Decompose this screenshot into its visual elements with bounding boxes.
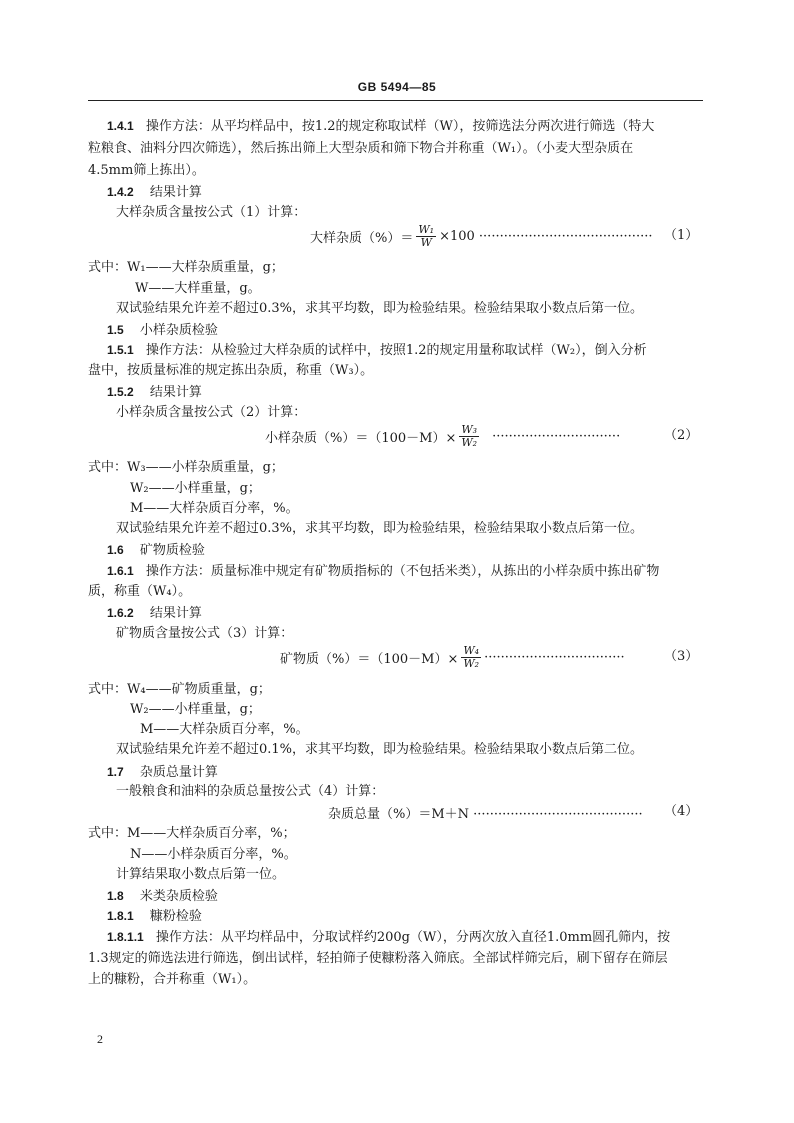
section-number: 1.6 (107, 543, 124, 557)
section-1-5-2-heading (107, 382, 794, 402)
formula-1-rhs: ×100 ·········································· (439, 228, 653, 244)
formula-2-fraction (459, 424, 479, 449)
where-4-line-1: 式中：M——大样杂质百分率，%； (88, 826, 296, 841)
section-number: 1.8 (107, 889, 124, 903)
formula-1-denominator: W (420, 235, 432, 249)
formula-2-tag: （2） (664, 428, 699, 443)
where-2-line-2: W₂——小样重量，g； (130, 481, 261, 496)
paragraph-text: 操作方法：从平均样品中，按1.2的规定称取试样（W），按筛选法分两次进行筛选（特大 (145, 119, 655, 134)
formula-4-tag: （4） (664, 804, 699, 819)
section-title: 糠粉检验 (149, 909, 202, 924)
formula-2 (265, 422, 620, 450)
section-title: 米类杂质检验 (139, 889, 218, 904)
formula-3-numerator: W₄ (463, 643, 480, 657)
section-number: 1.6.2 (107, 606, 134, 620)
section-1-5-heading (107, 320, 794, 340)
section-1-8-1-1-line-1 (107, 927, 794, 947)
formula-3-lhs: 矿物质（%）＝（100－M）× (280, 651, 459, 667)
section-1-4-1-line-3: 4.5mm筛上拣出）。 (88, 163, 205, 178)
section-1-4-2-heading (107, 182, 794, 202)
formula-1 (310, 222, 652, 250)
section-number: 1.7 (107, 765, 124, 779)
formula-3-denominator: W₂ (463, 656, 480, 670)
section-1-7-heading (107, 762, 794, 782)
where-1-line-1: 式中：W₁——大样杂质重量，g； (88, 260, 284, 275)
formula-1-fraction (416, 224, 436, 249)
where-4-line-3: 计算结果取小数点后第一位。 (116, 867, 286, 882)
section-1-8-1-heading (107, 906, 794, 926)
formula-2-denominator: W₂ (461, 435, 478, 449)
formula-4-intro: 一般粮食和油料的杂质总量按公式（4）计算： (116, 784, 385, 799)
page-header-title: GB 5494—85 (357, 80, 437, 94)
where-4-line-2: N——小样杂质百分率，%。 (130, 847, 297, 862)
header-rule (88, 100, 703, 101)
section-title: 结果计算 (149, 385, 202, 400)
formula-1-numerator: W₁ (418, 222, 435, 236)
section-1-5-1-line-2: 盘中，按质量标准的规定拣出杂质，称重（W₃）。 (88, 363, 374, 378)
formula-3-tag: （3） (664, 649, 699, 664)
where-2-line-1: 式中：W₃——小样杂质重量，g； (88, 460, 284, 475)
section-number: 1.8.1.1 (107, 930, 144, 944)
paragraph-text: 操作方法：质量标准中规定有矿物质指标的（不包括米类），从拣出的小样杂质中拣出矿物 (145, 564, 660, 579)
formula-3-rhs: ·································· (484, 649, 625, 665)
section-1-8-1-1-line-2: 1.3规定的筛选法进行筛选，倒出试样，轻拍筛子使糠粉落入筛底。全部试样筛完后，刷下留存在筛层 (88, 951, 668, 966)
formula-2-lhs: 小样杂质（%）＝（100－M）× (265, 430, 457, 446)
section-1-6-1-line-2: 质，称重（W₄）。 (88, 584, 192, 599)
where-3-line-2: W₂——小样重量，g； (130, 702, 261, 717)
formula-2-rhs: ······························· (492, 428, 621, 444)
formula-3-fraction (461, 645, 481, 670)
section-1-5-1-line-1 (107, 340, 794, 360)
section-number: 1.4.1 (107, 119, 134, 133)
where-2-line-3: M——大样杂质百分率，%。 (130, 501, 299, 516)
formula-2-numerator: W₃ (461, 422, 478, 436)
section-1-6-2-heading (107, 603, 794, 623)
section-number: 1.5 (107, 323, 124, 337)
formula-3 (280, 643, 625, 671)
formula-4 (328, 798, 643, 826)
where-1-line-2: W——大样重量，g。 (135, 281, 261, 296)
formula-2-intro: 小样杂质含量按公式（2）计算： (116, 405, 307, 420)
section-number: 1.5.2 (107, 385, 134, 399)
section-1-4-1-line-2: 粒粮食、油料分四次筛选），然后拣出筛上大型杂质和筛下物合并称重（W₁）。（小麦大型杂质在 (88, 141, 634, 156)
page-number: 2 (97, 1032, 103, 1046)
formula-3-intro: 矿物质含量按公式（3）计算： (116, 626, 294, 641)
formula-1-lhs: 大样杂质（%）＝ (310, 230, 414, 246)
section-title: 矿物质检验 (139, 543, 205, 558)
section-1-6-heading (107, 540, 794, 560)
section-title: 结果计算 (149, 606, 202, 621)
section-number: 1.6.1 (107, 564, 134, 578)
where-1-line-3: 双试验结果允许差不超过0.3%，求其平均数，即为检验结果。检验结果取小数点后第一位。 (116, 301, 644, 316)
section-number: 1.4.2 (107, 185, 134, 199)
formula-1-tag: （1） (664, 228, 699, 243)
where-2-line-4: 双试验结果允许差不超过0.3%，求其平均数，即为检验结果，检验结果取小数点后第一位。 (116, 521, 644, 536)
section-title: 杂质总量计算 (139, 765, 218, 780)
section-number: 1.5.1 (107, 343, 134, 357)
where-3-line-3: M——大样杂质百分率，%。 (140, 722, 309, 737)
section-1-8-1-1-line-3: 上的糠粉，合并称重（W₁）。 (88, 972, 257, 987)
paragraph-text: 操作方法：从检验过大样杂质的试样中，按照1.2的规定用量称取试样（W₂），倒入分析 (145, 343, 647, 358)
where-3-line-1: 式中：W₄——矿物质重量，g； (88, 682, 271, 697)
formula-4-expr: 杂质总量（%）＝M＋N ········································· (328, 806, 643, 822)
section-1-4-1-line-1 (107, 116, 794, 136)
section-title: 结果计算 (149, 185, 202, 200)
where-3-line-4: 双试验结果允许差不超过0.1%，求其平均数，即为检验结果。检验结果取小数点后第二位。 (116, 742, 644, 757)
paragraph-text: 操作方法：从平均样品中，分取试样约200g（W），分两次放入直径1.0mm圆孔筛内，按 (155, 930, 671, 945)
section-title: 小样杂质检验 (139, 323, 218, 338)
section-1-8-heading (107, 886, 794, 906)
formula-1-intro: 大样杂质含量按公式（1）计算： (116, 205, 307, 220)
section-1-6-1-line-1 (107, 561, 794, 581)
section-number: 1.8.1 (107, 909, 134, 923)
